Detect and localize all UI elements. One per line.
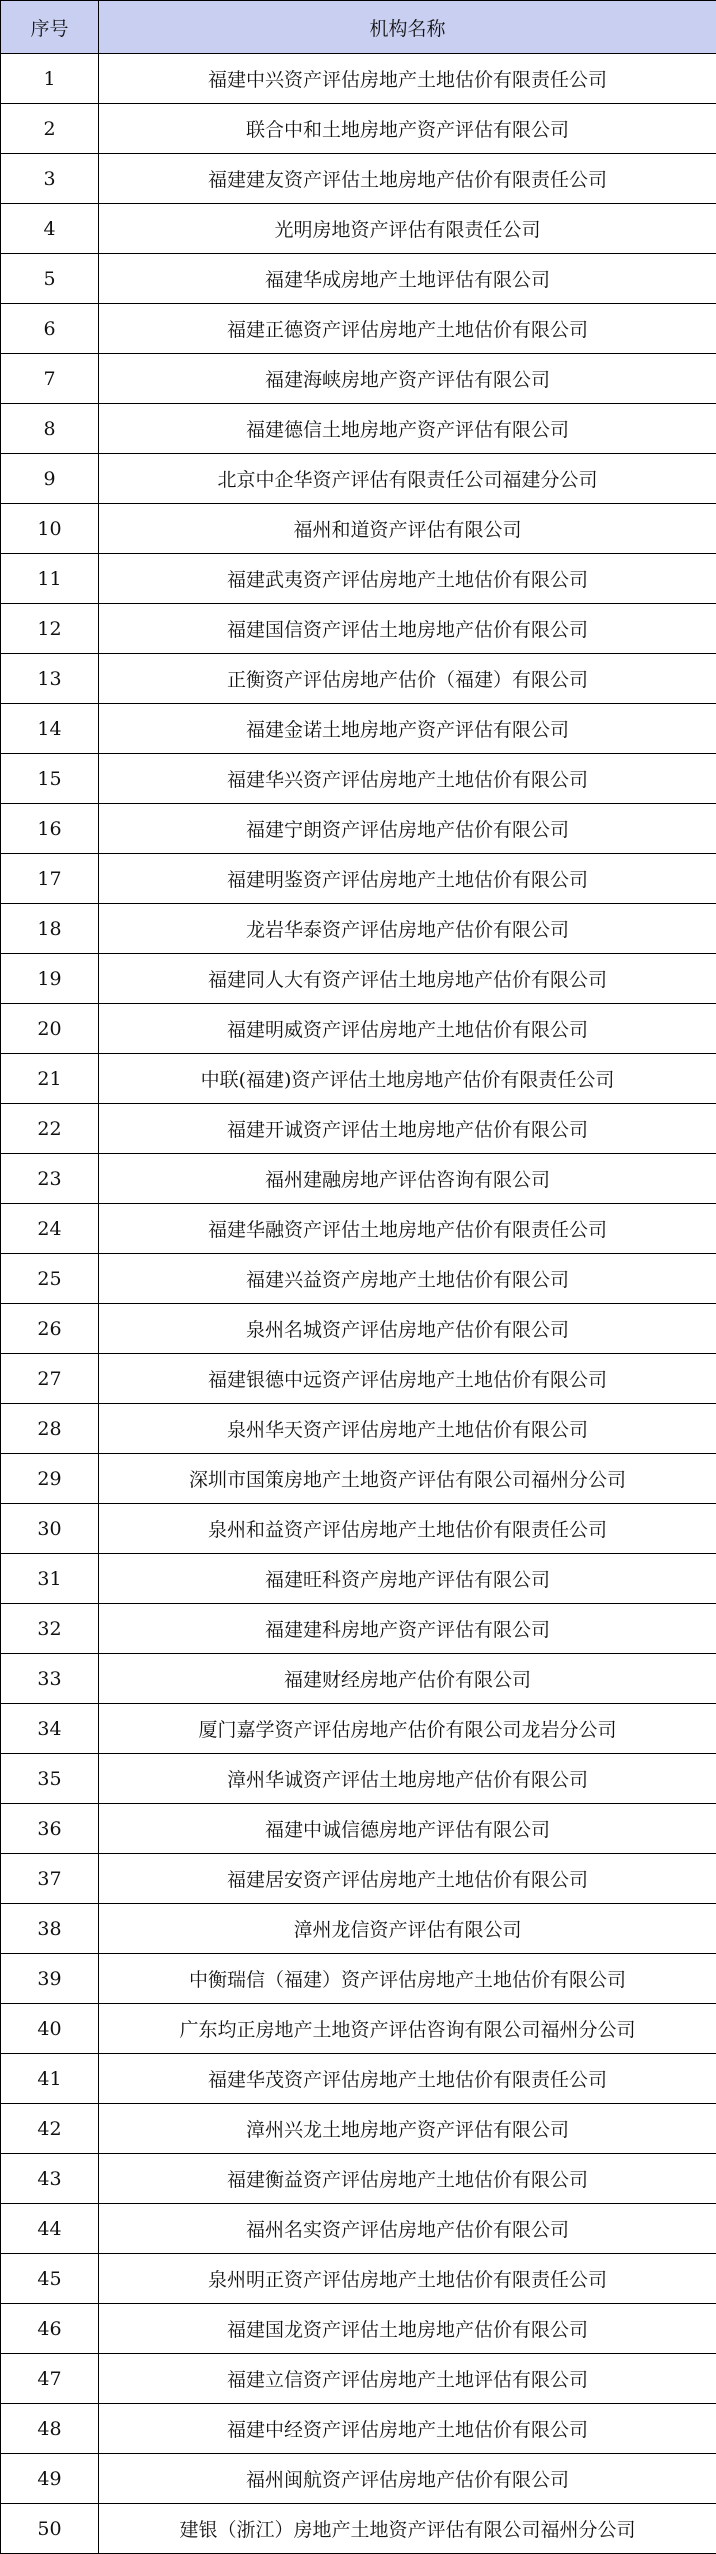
- row-serial-number: 34: [1, 1704, 99, 1754]
- row-serial-number: 48: [1, 2404, 99, 2454]
- table-row: [1, 2054, 716, 2104]
- row-institution-name: 福建宁朗资产评估房地产估价有限公司: [99, 804, 716, 854]
- row-serial-number: 49: [1, 2454, 99, 2504]
- row-serial-number: 18: [1, 904, 99, 954]
- row-serial-number: 9: [1, 454, 99, 504]
- table-row: [1, 1704, 716, 1754]
- table-row: [1, 1554, 716, 1604]
- row-serial-number: 38: [1, 1904, 99, 1954]
- row-institution-name: 福建武夷资产评估房地产土地估价有限公司: [99, 554, 716, 604]
- row-serial-number: 12: [1, 604, 99, 654]
- header-institution-name: 机构名称: [99, 1, 716, 54]
- table-row: [1, 1954, 716, 2004]
- row-serial-number: 26: [1, 1304, 99, 1354]
- table-row: [1, 704, 716, 754]
- table-row: [1, 1854, 716, 1904]
- row-serial-number: 8: [1, 404, 99, 454]
- row-institution-name: 福建建科房地产资产评估有限公司: [99, 1604, 716, 1654]
- header-row: [1, 1, 716, 54]
- table-row: [1, 1204, 716, 1254]
- row-institution-name: 福建同人大有资产评估土地房地产估价有限公司: [99, 954, 716, 1004]
- table-row: [1, 1304, 716, 1354]
- row-serial-number: 39: [1, 1954, 99, 2004]
- table-row: [1, 1604, 716, 1654]
- row-serial-number: 17: [1, 854, 99, 904]
- row-institution-name: 泉州华天资产评估房地产土地估价有限公司: [99, 1404, 716, 1454]
- row-serial-number: 30: [1, 1504, 99, 1554]
- row-institution-name: 厦门嘉学资产评估房地产估价有限公司龙岩分公司: [99, 1704, 716, 1754]
- table-row: [1, 2254, 716, 2304]
- row-serial-number: 14: [1, 704, 99, 754]
- table-row: [1, 654, 716, 704]
- table-row: [1, 2204, 716, 2254]
- row-serial-number: 10: [1, 504, 99, 554]
- row-institution-name: 泉州名城资产评估房地产估价有限公司: [99, 1304, 716, 1354]
- table-row: [1, 2404, 716, 2454]
- row-institution-name: 中联(福建)资产评估土地房地产估价有限责任公司: [99, 1054, 716, 1104]
- row-institution-name: 福建海峡房地产资产评估有限公司: [99, 354, 716, 404]
- table-row: [1, 2004, 716, 2054]
- row-institution-name: 福州建融房地产评估咨询有限公司: [99, 1154, 716, 1204]
- row-institution-name: 福建旺科资产房地产评估有限公司: [99, 1554, 716, 1604]
- row-institution-name: 福建国信资产评估土地房地产估价有限公司: [99, 604, 716, 654]
- row-institution-name: 福建华成房地产土地评估有限公司: [99, 254, 716, 304]
- row-institution-name: 福建建友资产评估土地房地产估价有限责任公司: [99, 154, 716, 204]
- table-row: [1, 354, 716, 404]
- row-serial-number: 42: [1, 2104, 99, 2154]
- table-row: [1, 154, 716, 204]
- row-institution-name: 福建中诚信德房地产评估有限公司: [99, 1804, 716, 1854]
- row-institution-name: 福州和道资产评估有限公司: [99, 504, 716, 554]
- row-institution-name: 漳州龙信资产评估有限公司: [99, 1904, 716, 1954]
- row-institution-name: 福建华兴资产评估房地产土地估价有限公司: [99, 754, 716, 804]
- table-row: [1, 1454, 716, 1504]
- row-institution-name: 福建财经房地产估价有限公司: [99, 1654, 716, 1704]
- row-institution-name: 福建华融资产评估土地房地产估价有限责任公司: [99, 1204, 716, 1254]
- row-serial-number: 31: [1, 1554, 99, 1604]
- table-row: [1, 2504, 716, 2554]
- row-serial-number: 22: [1, 1104, 99, 1154]
- row-institution-name: 福建金诺土地房地产资产评估有限公司: [99, 704, 716, 754]
- table-row: [1, 1904, 716, 1954]
- row-serial-number: 11: [1, 554, 99, 604]
- row-serial-number: 23: [1, 1154, 99, 1204]
- row-institution-name: 福建正德资产评估房地产土地估价有限公司: [99, 304, 716, 354]
- table-row: [1, 254, 716, 304]
- row-institution-name: 光明房地资产评估有限责任公司: [99, 204, 716, 254]
- row-serial-number: 3: [1, 154, 99, 204]
- row-institution-name: 福建兴益资产房地产土地估价有限公司: [99, 1254, 716, 1304]
- table-row: [1, 304, 716, 354]
- table-row: [1, 804, 716, 854]
- table-row: [1, 1054, 716, 1104]
- table-row: [1, 1404, 716, 1454]
- row-serial-number: 20: [1, 1004, 99, 1054]
- row-institution-name: 福州名实资产评估房地产估价有限公司: [99, 2204, 716, 2254]
- row-serial-number: 40: [1, 2004, 99, 2054]
- table-row: [1, 1504, 716, 1554]
- row-serial-number: 37: [1, 1854, 99, 1904]
- row-institution-name: 广东均正房地产土地资产评估咨询有限公司福州分公司: [99, 2004, 716, 2054]
- row-serial-number: 44: [1, 2204, 99, 2254]
- table-row: [1, 1754, 716, 1804]
- table-row: [1, 904, 716, 954]
- row-institution-name: 福建德信土地房地产资产评估有限公司: [99, 404, 716, 454]
- row-serial-number: 24: [1, 1204, 99, 1254]
- row-institution-name: 福建明鉴资产评估房地产土地估价有限公司: [99, 854, 716, 904]
- row-institution-name: 联合中和土地房地产资产评估有限公司: [99, 104, 716, 154]
- table-row: [1, 2304, 716, 2354]
- table-row: [1, 204, 716, 254]
- row-serial-number: 28: [1, 1404, 99, 1454]
- row-institution-name: 漳州华诚资产评估土地房地产估价有限公司: [99, 1754, 716, 1804]
- table-row: [1, 104, 716, 154]
- row-institution-name: 深圳市国策房地产土地资产评估有限公司福州分公司: [99, 1454, 716, 1504]
- table-row: [1, 54, 716, 104]
- row-serial-number: 29: [1, 1454, 99, 1504]
- row-serial-number: 5: [1, 254, 99, 304]
- table-header: [1, 1, 716, 54]
- row-serial-number: 36: [1, 1804, 99, 1854]
- table-row: [1, 454, 716, 504]
- table-body: [1, 54, 716, 2554]
- row-serial-number: 45: [1, 2254, 99, 2304]
- row-institution-name: 福建开诚资产评估土地房地产估价有限公司: [99, 1104, 716, 1154]
- table-row: [1, 1654, 716, 1704]
- row-serial-number: 1: [1, 54, 99, 104]
- row-institution-name: 福建中经资产评估房地产土地估价有限公司: [99, 2404, 716, 2454]
- row-serial-number: 35: [1, 1754, 99, 1804]
- row-institution-name: 泉州和益资产评估房地产土地估价有限责任公司: [99, 1504, 716, 1554]
- row-serial-number: 43: [1, 2154, 99, 2204]
- row-institution-name: 福建华茂资产评估房地产土地估价有限责任公司: [99, 2054, 716, 2104]
- row-serial-number: 15: [1, 754, 99, 804]
- table-row: [1, 2104, 716, 2154]
- row-institution-name: 漳州兴龙土地房地产资产评估有限公司: [99, 2104, 716, 2154]
- row-institution-name: 福建明威资产评估房地产土地估价有限公司: [99, 1004, 716, 1054]
- table-row: [1, 1804, 716, 1854]
- row-institution-name: 北京中企华资产评估有限责任公司福建分公司: [99, 454, 716, 504]
- table-row: [1, 554, 716, 604]
- table-row: [1, 1004, 716, 1054]
- table-row: [1, 604, 716, 654]
- row-serial-number: 21: [1, 1054, 99, 1104]
- row-serial-number: 7: [1, 354, 99, 404]
- table-row: [1, 504, 716, 554]
- row-serial-number: 41: [1, 2054, 99, 2104]
- table-row: [1, 1154, 716, 1204]
- row-institution-name: 福建中兴资产评估房地产土地估价有限责任公司: [99, 54, 716, 104]
- table-row: [1, 1354, 716, 1404]
- table-row: [1, 1104, 716, 1154]
- table-row: [1, 2454, 716, 2504]
- table-row: [1, 2354, 716, 2404]
- row-serial-number: 4: [1, 204, 99, 254]
- table-row: [1, 1254, 716, 1304]
- row-institution-name: 泉州明正资产评估房地产土地估价有限责任公司: [99, 2254, 716, 2304]
- row-institution-name: 龙岩华泰资产评估房地产估价有限公司: [99, 904, 716, 954]
- row-serial-number: 46: [1, 2304, 99, 2354]
- table-row: [1, 404, 716, 454]
- row-institution-name: 福州闽航资产评估房地产估价有限公司: [99, 2454, 716, 2504]
- row-institution-name: 福建国龙资产评估土地房地产估价有限公司: [99, 2304, 716, 2354]
- row-institution-name: 正衡资产评估房地产估价（福建）有限公司: [99, 654, 716, 704]
- row-serial-number: 25: [1, 1254, 99, 1304]
- row-institution-name: 福建立信资产评估房地产土地评估有限公司: [99, 2354, 716, 2404]
- row-institution-name: 中衡瑞信（福建）资产评估房地产土地估价有限公司: [99, 1954, 716, 2004]
- row-serial-number: 32: [1, 1604, 99, 1654]
- row-serial-number: 19: [1, 954, 99, 1004]
- row-serial-number: 33: [1, 1654, 99, 1704]
- header-serial-number: 序号: [1, 1, 99, 54]
- table-row: [1, 754, 716, 804]
- row-serial-number: 13: [1, 654, 99, 704]
- row-institution-name: 福建居安资产评估房地产土地估价有限公司: [99, 1854, 716, 1904]
- row-serial-number: 2: [1, 104, 99, 154]
- table-row: [1, 954, 716, 1004]
- row-serial-number: 6: [1, 304, 99, 354]
- row-serial-number: 50: [1, 2504, 99, 2554]
- row-serial-number: 47: [1, 2354, 99, 2404]
- table-row: [1, 2154, 716, 2204]
- table-row: [1, 854, 716, 904]
- row-institution-name: 建银（浙江）房地产土地资产评估有限公司福州分公司: [99, 2504, 716, 2554]
- row-serial-number: 27: [1, 1354, 99, 1404]
- row-institution-name: 福建银德中远资产评估房地产土地估价有限公司: [99, 1354, 716, 1404]
- row-serial-number: 16: [1, 804, 99, 854]
- row-institution-name: 福建衡益资产评估房地产土地估价有限公司: [99, 2154, 716, 2204]
